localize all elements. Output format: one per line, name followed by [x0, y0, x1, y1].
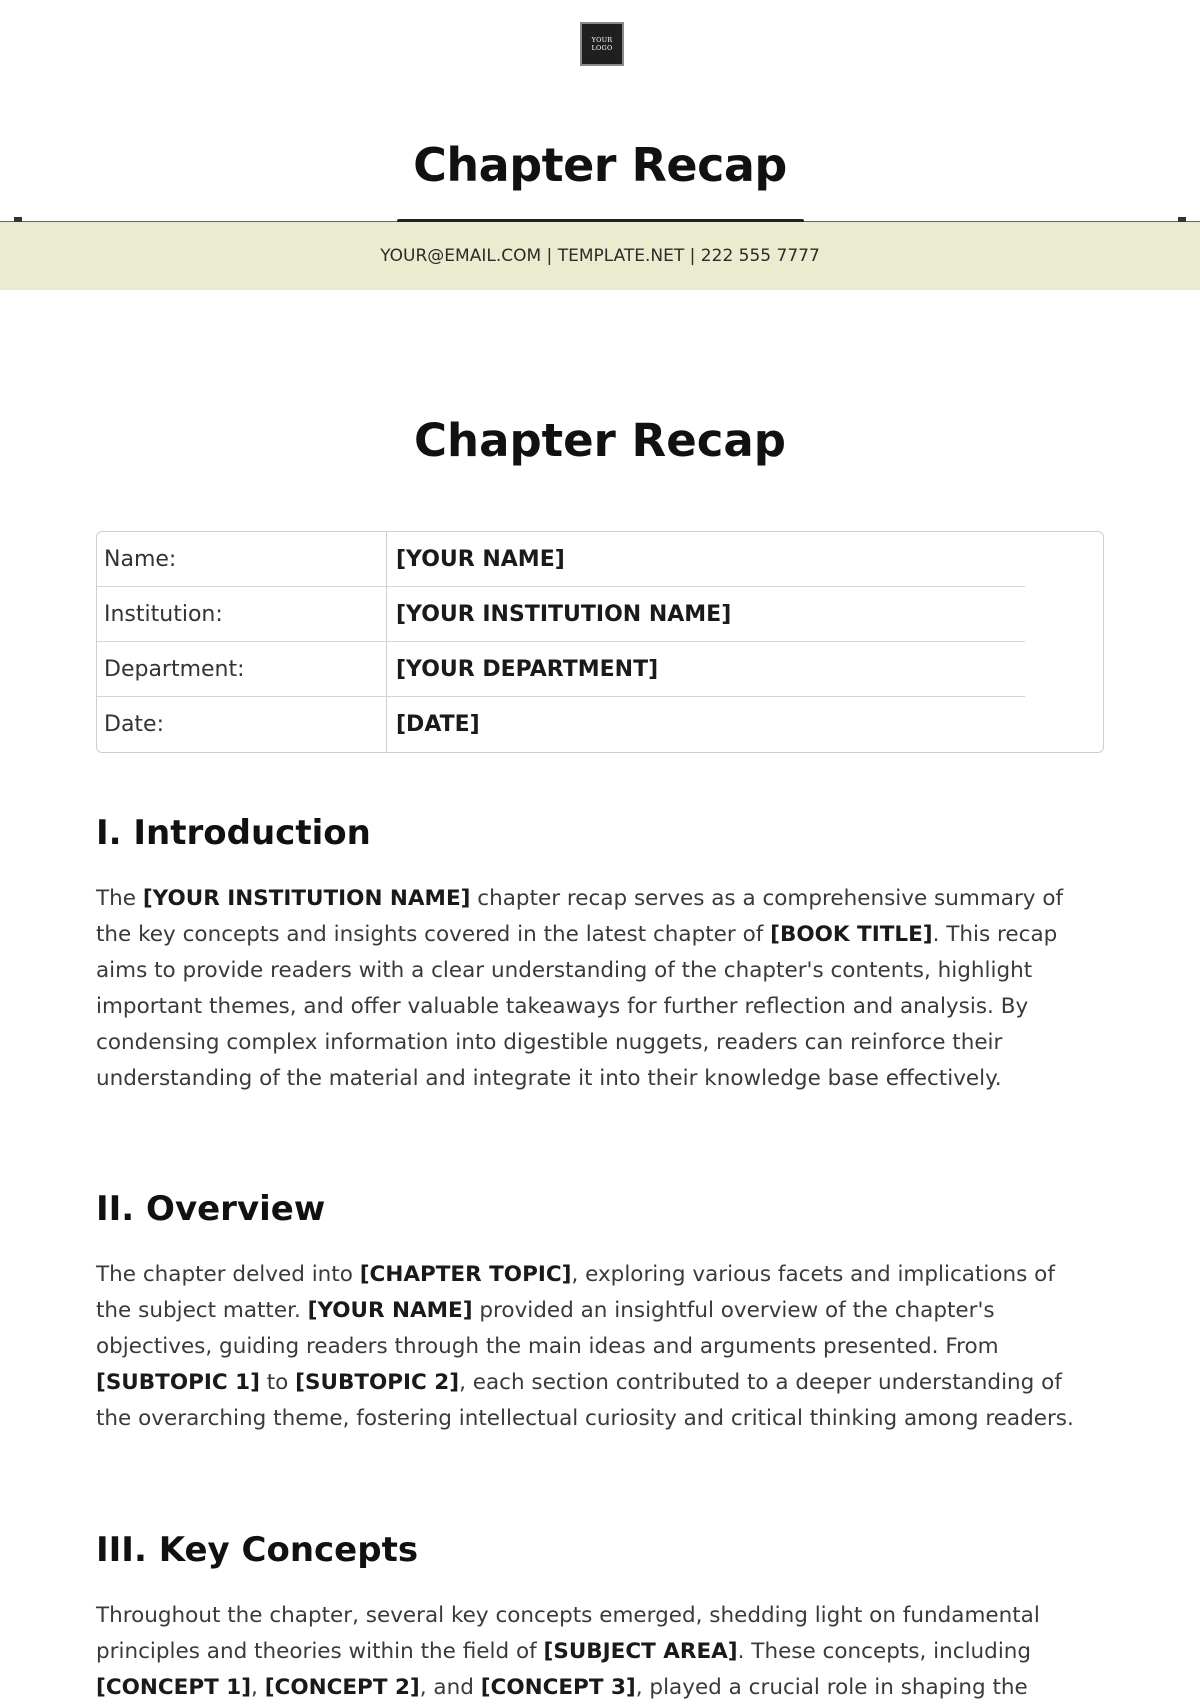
text-run: , played a crucial role in shaping the: [635, 1675, 1028, 1700]
placeholder-field: [CONCEPT 3]: [480, 1675, 636, 1700]
info-label: Date:: [104, 712, 164, 737]
section-heading-introduction: I. Introduction: [96, 813, 371, 853]
info-value: [YOUR DEPARTMENT]: [396, 657, 659, 682]
section-body-key-concepts: [96, 1598, 1096, 1706]
section-body-introduction: [96, 881, 1096, 1097]
placeholder-field: [SUBJECT AREA]: [543, 1639, 738, 1664]
placeholder-field: [CONCEPT 2]: [264, 1675, 420, 1700]
document-title: Chapter Recap: [414, 414, 786, 467]
info-row-department: [97, 642, 1103, 697]
info-row-name: [97, 532, 1103, 587]
placeholder-field: [SUBTOPIC 2]: [295, 1370, 460, 1395]
text-run: to: [259, 1370, 296, 1395]
text-run: Throughout the chapter, several key concepts emerged, shedding light on fundamental principles and theories within the field of: [96, 1603, 1040, 1664]
text-run: , exploring various facets and implications of the subject matter.: [96, 1262, 1055, 1323]
section-heading-overview: II. Overview: [96, 1189, 326, 1229]
text-run: provided an insightful overview of the chapter's objectives, guiding readers through the main ideas and arguments presented. From: [96, 1298, 999, 1359]
placeholder-field: [CONCEPT 1]: [96, 1675, 252, 1700]
info-label: Institution:: [104, 602, 223, 627]
text-run: chapter recap serves as a comprehensive summary of the key concepts and insights covered in the latest chapter of: [96, 886, 1064, 947]
text-run: , each section contributed to a deeper understanding of the overarching theme, fostering intellectual curiosity and critical thinking among readers.: [96, 1370, 1074, 1431]
logo-text-line1: YOUR: [591, 36, 613, 44]
placeholder-field: [BOOK TITLE]: [770, 922, 933, 947]
info-value: [YOUR NAME]: [396, 547, 565, 572]
section-body-overview: [96, 1257, 1096, 1437]
placeholder-field: [YOUR NAME]: [307, 1298, 473, 1323]
section-heading-key-concepts: III. Key Concepts: [96, 1530, 419, 1570]
text-run: ,: [251, 1675, 265, 1700]
info-table: [96, 531, 1104, 753]
placeholder-field: [SUBTOPIC 1]: [96, 1370, 260, 1395]
placeholder-field: [CHAPTER TOPIC]: [359, 1262, 572, 1287]
text-run: . This recap aims to provide readers with a clear understanding of the chapter's contents, highlight important themes, and offer valuable takeaways for further reflection and analysis. By condensing complex information into digestible nuggets, readers can reinforce their understanding of the material and integrate it into their knowledge base effectively.: [96, 922, 1058, 1091]
text-run: The chapter delved into: [96, 1262, 360, 1287]
placeholder-field: [YOUR INSTITUTION NAME]: [142, 886, 471, 911]
text-run: The: [96, 886, 143, 911]
info-label: Department:: [104, 657, 245, 682]
logo-text-line2: LOGO: [591, 44, 613, 52]
info-row-date: [97, 697, 1103, 752]
header-title: Chapter Recap: [413, 138, 787, 192]
contact-info: YOUR@EMAIL.COM | TEMPLATE.NET | 222 555 7777: [380, 246, 820, 266]
text-run: , and: [419, 1675, 481, 1700]
info-value: [YOUR INSTITUTION NAME]: [396, 602, 732, 627]
logo-placeholder: [580, 22, 624, 66]
info-value: [DATE]: [396, 712, 480, 737]
info-row-institution: [97, 587, 1103, 642]
contact-bar: [0, 222, 1200, 290]
info-label: Name:: [104, 547, 177, 572]
text-run: . These concepts, including: [737, 1639, 1032, 1664]
